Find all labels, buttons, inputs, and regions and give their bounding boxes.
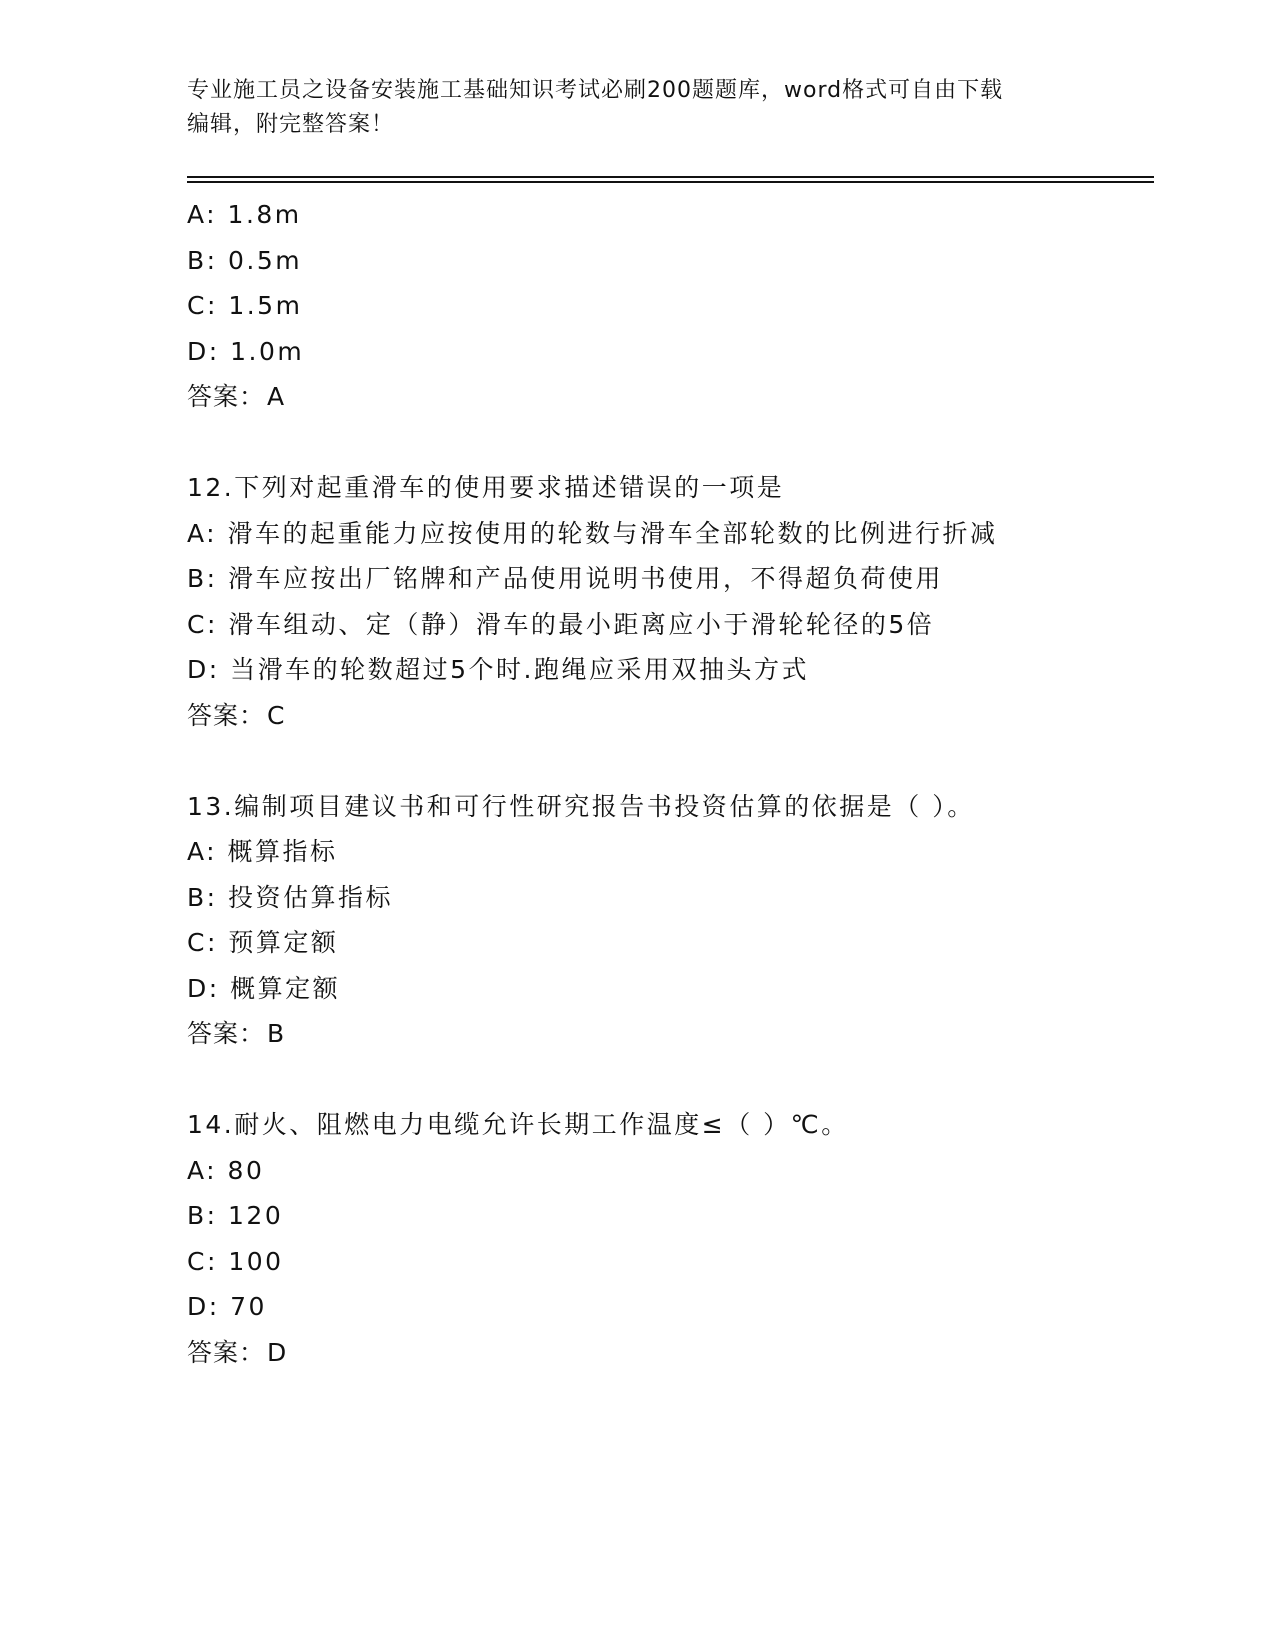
- document-header: [187, 74, 1067, 142]
- question-text: 12.下列对起重滑车的使用要求描述错误的一项是: [187, 473, 785, 502]
- option-b: B: 120: [187, 1201, 284, 1230]
- answer-label: 答案：: [187, 700, 266, 730]
- option-c: C: 100: [187, 1246, 284, 1276]
- header-title-line-1: 专业施工员之设备安装施工基础知识考试必刷200题题库，word格式可自由下载: [187, 78, 1004, 103]
- answer-value: B: [267, 1019, 285, 1048]
- question-text: 13.编制项目建议书和可行性研究报告书投资估算的依据是（ ）。: [187, 791, 975, 821]
- question-block-11: [187, 192, 1167, 420]
- option-d: D: 概算定额: [187, 973, 341, 1003]
- answer-label: 答案：: [187, 382, 266, 411]
- answer-line: [187, 374, 1167, 420]
- option-a: A: 滑车的起重能力应按使用的轮数与滑车全部轮数的比例进行折减: [187, 518, 998, 548]
- option-a: A: 1.8m: [187, 200, 302, 229]
- option-a: A: 概算指标: [187, 837, 338, 866]
- answer-value: A: [267, 382, 285, 411]
- question-block-12: [187, 465, 1167, 738]
- option-b: B: 滑车应按出厂铭牌和产品使用说明书使用，不得超负荷使用: [187, 564, 944, 593]
- option-c: C: 滑车组动、定（静）滑车的最小距离应小于滑轮轮径的5倍: [187, 609, 935, 639]
- answer-line: [187, 693, 1167, 739]
- option-c: C: 1.5m: [187, 291, 303, 320]
- question-text: 14.耐火、阻燃电力电缆允许长期工作温度≤（ ）℃。: [187, 1110, 849, 1139]
- question-block-14: [187, 1102, 1167, 1375]
- answer-label: 答案：: [187, 1019, 266, 1048]
- option-d: D: 1.0m: [187, 336, 305, 366]
- option-c: C: 预算定额: [187, 928, 339, 957]
- option-d: D: 当滑车的轮数超过5个时.跑绳应采用双抽头方式: [187, 655, 809, 684]
- header-divider-bottom: [187, 181, 1154, 183]
- answer-value: C: [267, 700, 285, 730]
- header-title-line-2: 编辑，附完整答案！: [187, 112, 395, 137]
- option-d: D: 70: [187, 1292, 267, 1321]
- header-divider-top: [187, 176, 1154, 178]
- answer-value: D: [267, 1337, 287, 1367]
- answer-line: [187, 1330, 1167, 1376]
- answer-line: [187, 1011, 1167, 1057]
- question-list: [187, 192, 1167, 1375]
- option-a: A: 80: [187, 1155, 265, 1185]
- option-b: B: 0.5m: [187, 245, 303, 275]
- answer-label: 答案：: [187, 1337, 266, 1367]
- question-block-13: [187, 784, 1167, 1057]
- option-b: B: 投资估算指标: [187, 882, 394, 912]
- question-spacer: [187, 1057, 1167, 1103]
- question-spacer: [187, 420, 1167, 466]
- question-spacer: [187, 738, 1167, 784]
